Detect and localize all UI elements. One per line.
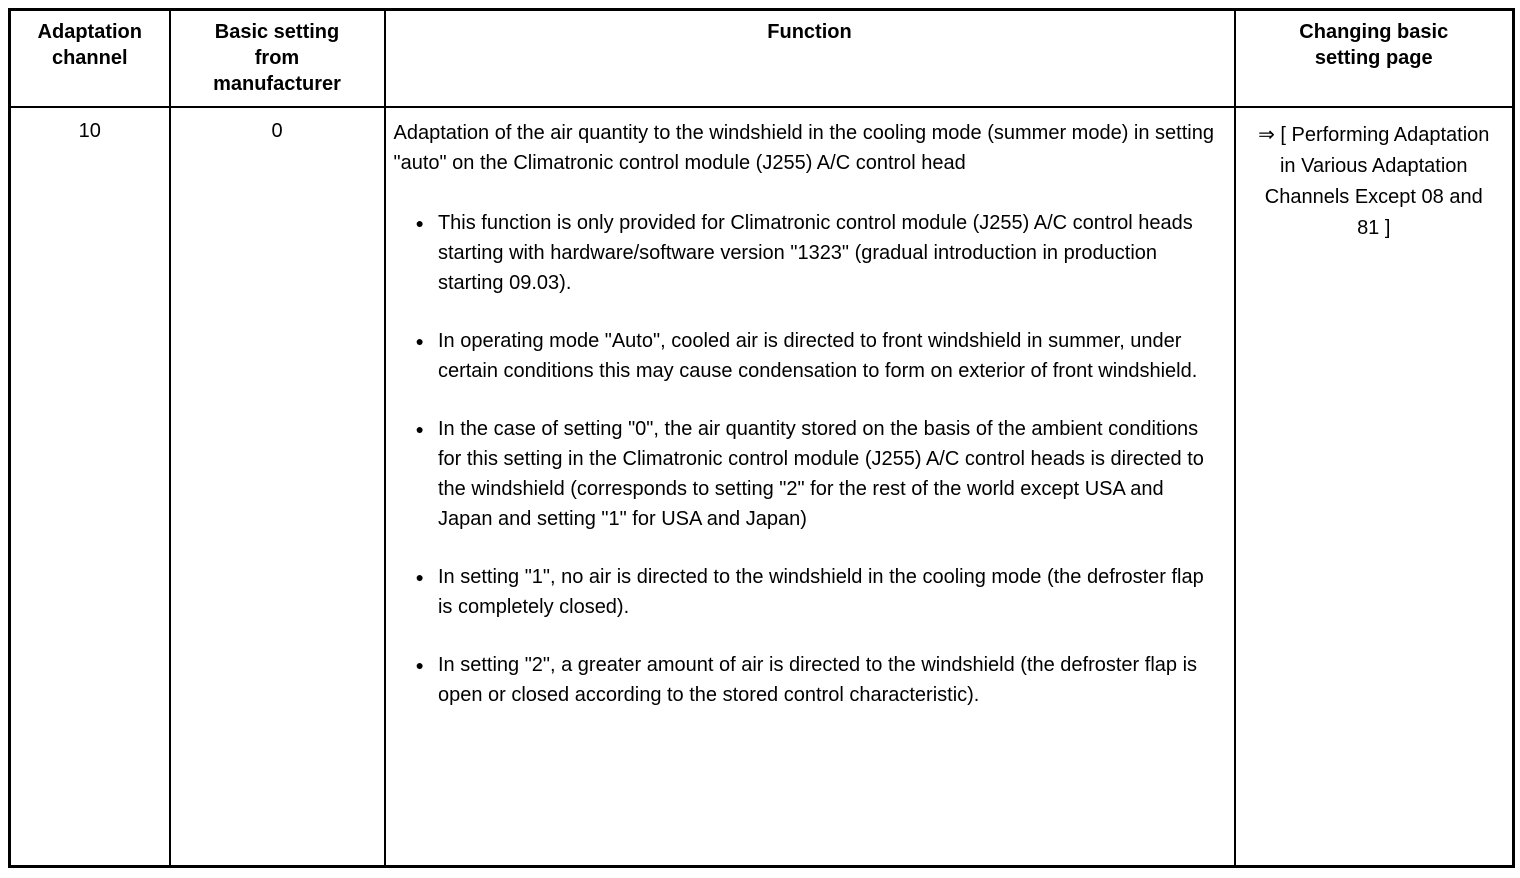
bullet-item <box>416 326 1222 386</box>
bullet-icon: ● <box>415 332 424 349</box>
bullet-text: In the case of setting "0", the air quantity stored on the basis of the ambient conditions for this setting in the Climatronic control module (J255) A/C control heads is directed to the windshield (corresponds to setting "2" for the rest of the world except USA and Japan and setting "1" for USA and Japan) <box>437 417 1204 530</box>
bullet-icon: ● <box>415 214 424 231</box>
cell-changing-basic-setting <box>1235 107 1514 867</box>
col-header-label: Adaptation channel <box>37 21 142 69</box>
cell-function <box>385 107 1235 867</box>
bullet-icon: ● <box>415 420 424 437</box>
bullet-icon: ● <box>415 568 424 585</box>
cross-reference-link[interactable]: ⇒ [ Performing Adaptation in Various Adaptation Channels Except 08 and 81 ] <box>1258 123 1490 239</box>
header-row <box>10 10 1514 107</box>
col-header-changing-basic-setting <box>1235 10 1514 107</box>
bullet-text: In setting "2", a greater amount of air is directed to the windshield (the defroster flap is open or closed according to the stored control characteristic). <box>437 653 1198 706</box>
col-header-function <box>385 10 1235 107</box>
function-intro: Adaptation of the air quantity to the windshield in the cooling mode (summer mode) in setting "auto" on the Climatronic control module (J255) A/C control head <box>393 121 1214 174</box>
bullet-text: This function is only provided for Climatronic control module (J255) A/C control heads starting with hardware/software version "1323" (gradual introduction in production starting 09.03). <box>437 211 1193 294</box>
col-header-label: Changing basic setting page <box>1299 21 1449 69</box>
col-header-label: Basic setting from manufacturer <box>213 21 341 95</box>
bullet-text: In setting "1", no air is directed to the windshield in the cooling mode (the defroster flap is completely closed). <box>437 565 1204 618</box>
bullet-item <box>416 414 1222 534</box>
cell-basic-setting: 0 <box>170 107 385 867</box>
bullet-icon: ● <box>415 656 424 673</box>
table-row <box>10 107 1514 867</box>
function-bullet-list <box>394 208 1222 710</box>
adaptation-channel-table <box>8 8 1515 868</box>
bullet-item <box>416 650 1222 710</box>
bullet-item <box>416 208 1222 298</box>
col-header-adaptation-channel <box>10 10 170 107</box>
col-header-label: Function <box>767 21 852 43</box>
col-header-basic-setting <box>170 10 385 107</box>
bullet-item <box>416 562 1222 622</box>
cell-adaptation-channel: 10 <box>10 107 170 867</box>
bullet-text: In operating mode "Auto", cooled air is directed to front windshield in summer, under certain conditions this may cause condensation to form on exterior of front windshield. <box>437 329 1198 382</box>
